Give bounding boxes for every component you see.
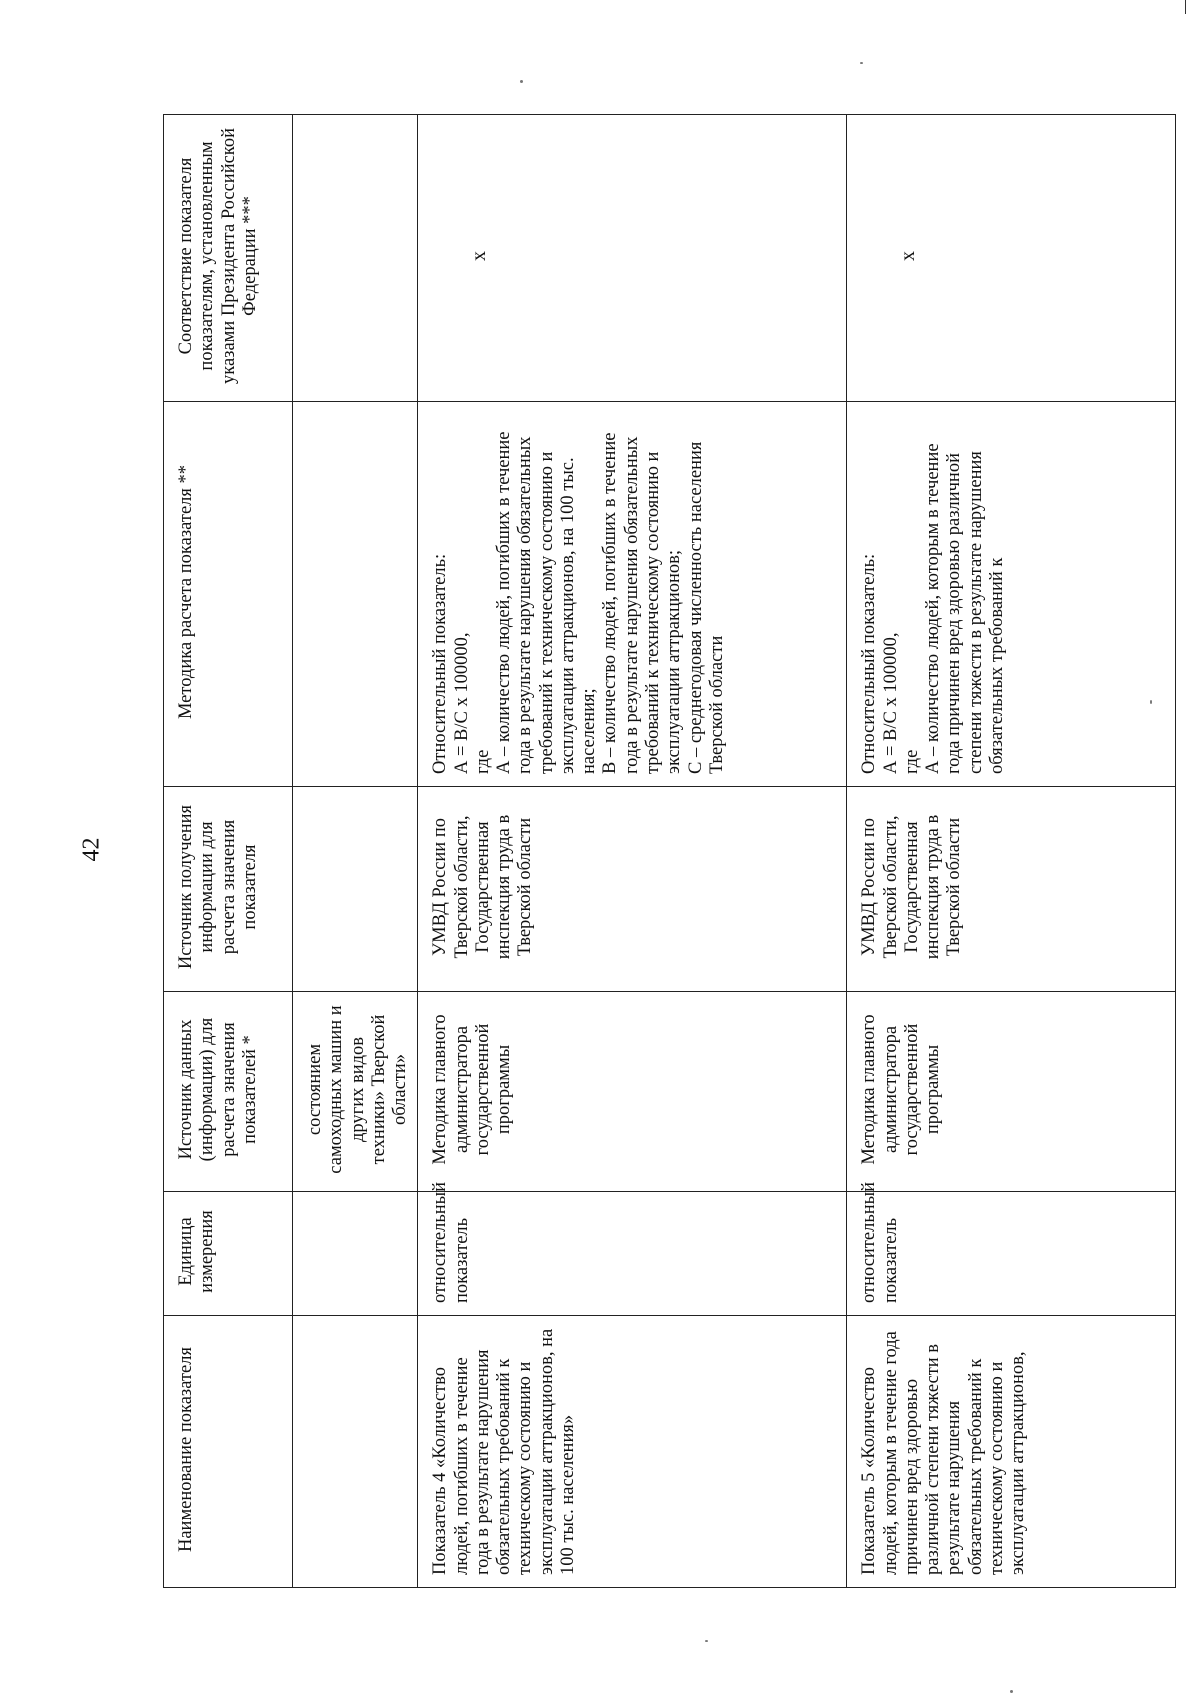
- indicator-data-source: Методика главного администратора государственной программы: [418, 992, 847, 1192]
- methodology-line: А = В/С х 100000,: [880, 632, 901, 774]
- table-row: [418, 115, 847, 1588]
- indicator-compliance: [418, 115, 847, 402]
- indicator-name: Показатель 4 «Количество людей, погибших в течение года в результате нарушения обязательных требований к техническому состоянию и эксплуатации аттракционов, на 100 тыс. населения»: [418, 1316, 847, 1588]
- table-header-row: [164, 115, 293, 1588]
- table-row-continuation: [293, 115, 418, 1588]
- methodology-line: А – количество людей, которым в течение года причинен вред здоровью различной степени тяжести в результате нарушения обязательных требований к: [923, 443, 1007, 774]
- methodology-line: С – среднегодовая численность населения Тверской области: [685, 441, 727, 774]
- compliance-mark: х: [897, 251, 920, 261]
- scan-edge-mark: [1185, 0, 1186, 14]
- header-info-source: Источник получения информации для расчета значения показателя: [164, 787, 293, 992]
- methodology-line: где: [901, 749, 922, 774]
- indicator-data-source: Методика главного администратора государственной программы: [847, 992, 1176, 1192]
- methodology-line: В – количество людей, погибших в течение года в результате нарушения обязательных требований к техническому состоянию и эксплуатации аттракционов;: [600, 432, 685, 774]
- scan-speck: [860, 62, 863, 64]
- indicator-unit: относительный показатель: [418, 1192, 847, 1316]
- cont-unit: [293, 1192, 418, 1316]
- header-data-source: Источник данных (информации) для расчета значения показателей *: [164, 992, 293, 1192]
- compliance-mark: х: [468, 251, 491, 261]
- header-compliance: Соответствие показателя показателям, установленным указами Президента Российской Федерации ***: [164, 115, 293, 402]
- cont-name: [293, 1316, 418, 1588]
- indicator-methodology: [847, 402, 1176, 787]
- methodology-line: Относительный показатель:: [430, 553, 451, 774]
- cont-data-source: состоянием самоходных машин и других видов техники» Тверской области»: [293, 992, 418, 1192]
- indicator-methodology: [418, 402, 847, 787]
- indicator-name: Показатель 5 «Количество людей, которым в течение года причинен вред здоровью различной степени тяжести в результате нарушения обязательных требований к техническому состоянию и эксплуатации аттракционов,: [847, 1316, 1176, 1588]
- header-unit: Единица измерения: [164, 1192, 293, 1316]
- cont-info-source: [293, 787, 418, 992]
- rotated-table-block: [163, 115, 1093, 1588]
- table-row: [847, 115, 1176, 1588]
- indicator-compliance: [847, 115, 1176, 402]
- indicator-unit: относительный показатель: [847, 1192, 1176, 1316]
- indicator-info-source: УМВД России по Тверской области, Государственная инспекция труда в Тверской области: [418, 787, 847, 992]
- page-number: 42: [78, 837, 105, 862]
- cont-methodology: [293, 402, 418, 787]
- methodology-line: А = В/С х 100000,: [451, 632, 472, 774]
- scan-speck: [520, 80, 523, 83]
- cont-compliance: [293, 115, 418, 402]
- methodology-line: А – количество людей, погибших в течение года в результате нарушения обязательных требований к техническому состоянию и эксплуатации аттракционов, на 100 тыс. населения;: [494, 431, 600, 774]
- methodology-line: где: [472, 749, 493, 774]
- indicators-table: [163, 114, 1176, 1588]
- indicator-info-source: УМВД России по Тверской области, Государственная инспекция труда в Тверской области: [847, 787, 1176, 992]
- header-name: Наименование показателя: [164, 1316, 293, 1588]
- scan-speck: [1010, 1690, 1013, 1693]
- scan-speck: [705, 1640, 708, 1642]
- header-methodology: Методика расчета показателя **: [164, 402, 293, 787]
- methodology-line: Относительный показатель:: [859, 553, 880, 774]
